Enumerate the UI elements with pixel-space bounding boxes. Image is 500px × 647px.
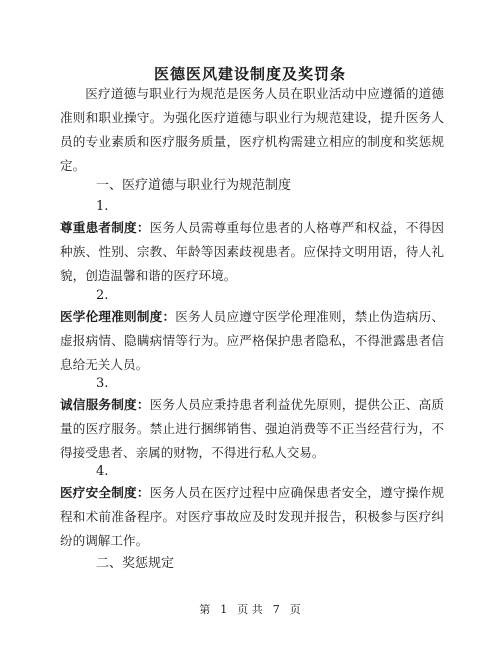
item-text: 医务人员需尊重每位患者的人格尊严和权益，不得因种族、性别、宗教、年龄等因素歧视患者。应保持文明用语，待人礼貌，创造温馨和谐的医疗环境。 <box>60 220 445 283</box>
footer-total-pages: 7 <box>272 603 280 616</box>
item-paragraph <box>60 216 444 288</box>
item-number: 3. <box>96 376 109 391</box>
item-number: 1. <box>96 199 109 214</box>
section2-heading: 二、奖惩规定 <box>96 556 175 571</box>
section1-heading: 一、医疗道德与职业行为规范制度 <box>96 178 292 193</box>
item-number: 4. <box>96 464 109 479</box>
page-footer <box>0 601 500 617</box>
item-number: 2. <box>96 288 109 303</box>
document-title: 医德医风建设制度及奖罚条 <box>153 65 346 83</box>
item-term: 医疗安全制度： <box>60 485 150 500</box>
footer-prefix: 第 <box>199 603 211 616</box>
item-paragraph <box>60 393 444 465</box>
item-term: 医学伦理准则制度： <box>60 309 176 324</box>
footer-suffix: 页 <box>289 603 301 616</box>
item-paragraph <box>60 305 444 377</box>
footer-page-number: 1 <box>220 603 228 616</box>
item-term: 尊重患者制度： <box>60 220 150 235</box>
item-paragraph <box>60 481 444 553</box>
item-term: 诚信服务制度： <box>60 397 150 412</box>
item-text: 医务人员应秉持患者利益优先原则，提供公正、高质量的医疗服务。禁止进行捆绑销售、强迫消费等不正当经营行为，不得接受患者、亲属的财物，不得进行私人交易。 <box>60 397 445 460</box>
intro-paragraph: 医疗道德与职业行为规范是医务人员在职业活动中应遵循的道德准则和职业操守。为强化医疗道德与职业行为规范建设，提升医务人员的专业素质和医疗服务质量，医疗机构需建立相应的制度和奖惩规定。 <box>60 86 444 173</box>
item-text: 医务人员在医疗过程中应确保患者安全，遵守操作规程和术前准备程序。对医疗事故应及时发现并报告，积极参与医疗纠纷的调解工作。 <box>60 485 445 548</box>
item-text: 医务人员应遵守医学伦理准则，禁止伪造病历、虚报病情、隐瞒病情等行为。应严格保护患者隐私，不得泄露患者信息给无关人员。 <box>60 309 445 372</box>
footer-mid: 页 共 <box>237 603 263 616</box>
